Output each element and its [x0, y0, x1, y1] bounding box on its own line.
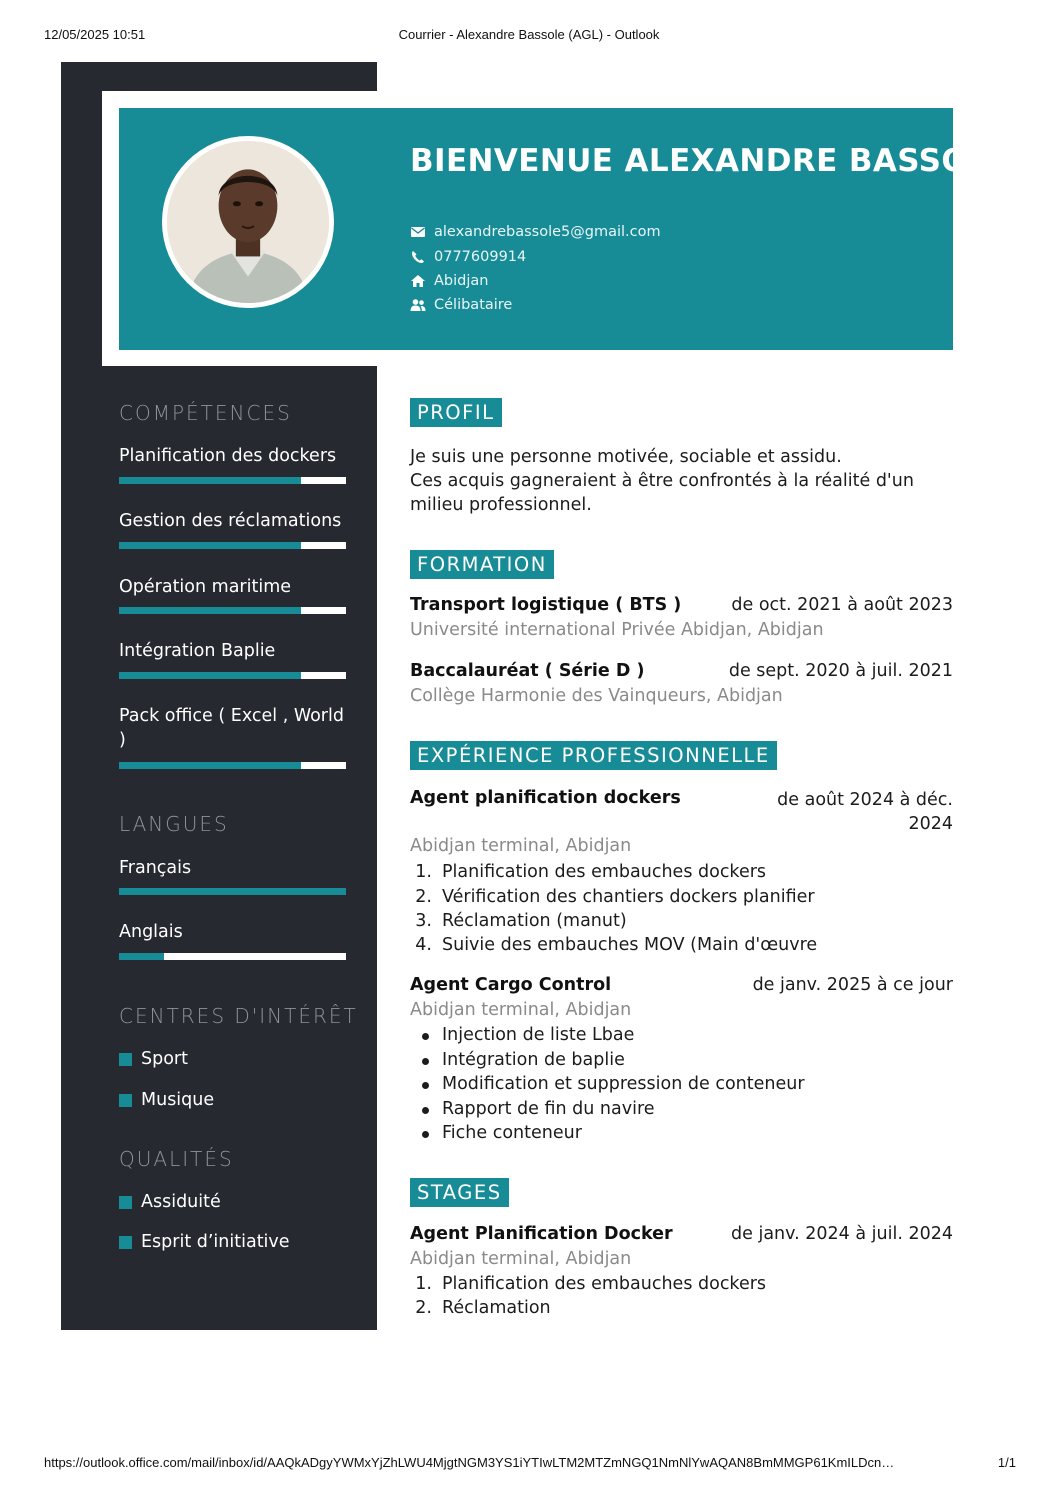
profile-heading: PROFIL [410, 398, 502, 427]
page-number: 1/1 [997, 1455, 1016, 1470]
language-bar [119, 953, 346, 960]
square-bullet-icon [119, 1053, 132, 1066]
education-heading: FORMATION [410, 550, 554, 579]
education-title: Transport logistique ( BTS ) [410, 595, 682, 615]
profile-line: milieu professionnel. [410, 495, 592, 515]
experience-place: Abidjan terminal, Abidjan [410, 1000, 632, 1020]
contact-status-text: Célibataire [434, 297, 513, 313]
skill-bar [119, 542, 346, 549]
languages-heading: LANGUES [119, 812, 229, 836]
profile-line: Ces acquis gagneraient à être confrontés à la réalité d'un [410, 471, 914, 491]
education-place: Collège Harmonie des Vainqueurs, Abidjan [410, 686, 783, 706]
home-icon [410, 274, 426, 288]
language-label: Français [119, 858, 192, 878]
bullet-icon [422, 1058, 429, 1065]
profile-text [410, 445, 955, 517]
experience-dates: de août 2024 à déc. 2024 [777, 790, 953, 834]
experience-title: Agent Cargo Control [410, 975, 612, 995]
users-icon [410, 298, 426, 312]
quality-label: Esprit d’initiative [141, 1232, 290, 1252]
skill-label: Gestion des réclamations [119, 511, 342, 531]
education-title: Baccalauréat ( Série D ) [410, 661, 645, 681]
contact-city-text: Abidjan [434, 273, 489, 289]
skill-bar [119, 477, 346, 484]
experience-title: Agent planification dockers [410, 788, 681, 808]
language-bar [119, 888, 346, 895]
page-title: BIENVENUE ALEXANDRE BASSOLE [410, 143, 1010, 179]
print-title: Courrier - Alexandre Bassole (AGL) - Outlook [398, 27, 660, 42]
skill-bar [119, 607, 346, 614]
experience-dates: de janv. 2025 à ce jour [752, 975, 953, 995]
internships-heading: STAGES [410, 1178, 509, 1207]
bullet-icon [422, 1082, 429, 1089]
language-label: Anglais [119, 922, 183, 942]
contact-phone-text: 0777609914 [434, 249, 527, 265]
square-bullet-icon [119, 1094, 132, 1107]
square-bullet-icon [119, 1196, 132, 1209]
internship-dates: de janv. 2024 à juil. 2024 [731, 1224, 953, 1244]
contact-email-text: alexandrebassole5@gmail.com [434, 224, 661, 240]
internship-title: Agent Planification Docker [410, 1224, 673, 1244]
phone-icon [410, 250, 426, 264]
quality-label: Assiduité [141, 1192, 221, 1212]
skills-heading: COMPÉTENCES [119, 401, 292, 425]
envelope-icon [410, 225, 426, 239]
print-datetime: 12/05/2025 10:51 [44, 27, 146, 42]
skill-bar [119, 762, 346, 769]
print-header [0, 27, 1058, 45]
profile-line: Je suis une personne motivée, sociable et assidu. [410, 447, 842, 467]
interests-heading: CENTRES D'INTÉRÊT [119, 1004, 358, 1028]
internship-place: Abidjan terminal, Abidjan [410, 1249, 632, 1269]
skill-bar [119, 672, 346, 679]
education-dates: de oct. 2021 à août 2023 [731, 595, 953, 615]
portrait-image [167, 141, 329, 303]
bullet-icon [422, 1131, 429, 1138]
skill-label: Intégration Baplie [119, 641, 276, 661]
square-bullet-icon [119, 1236, 132, 1249]
bullet-icon [422, 1107, 429, 1114]
skill-label: Opération maritime [119, 577, 292, 597]
experience-place: Abidjan terminal, Abidjan [410, 836, 632, 856]
print-footer [0, 1455, 1058, 1473]
education-place: Université international Privée Abidjan, Abidjan [410, 620, 824, 640]
bullet-icon [422, 1033, 429, 1040]
skill-label: Planification des dockers [119, 446, 337, 466]
interest-label: Musique [141, 1090, 215, 1110]
qualities-heading: QUALITÉS [119, 1147, 234, 1171]
profile-photo [162, 136, 334, 308]
print-url[interactable]: https://outlook.office.com/mail/inbox/id/AAQkADgyYWMxYjZhLWU4MjgtNGM3YS1iYTIwLTM2MTZmNGQ1NmNlYwAQAN8BmMMGP61KmILDcn… [44, 1455, 895, 1470]
interest-label: Sport [141, 1049, 188, 1069]
education-dates: de sept. 2020 à juil. 2021 [728, 661, 953, 681]
skill-label: Pack office ( Excel , World ) [119, 706, 344, 750]
experience-heading: EXPÉRIENCE PROFESSIONNELLE [410, 741, 777, 770]
